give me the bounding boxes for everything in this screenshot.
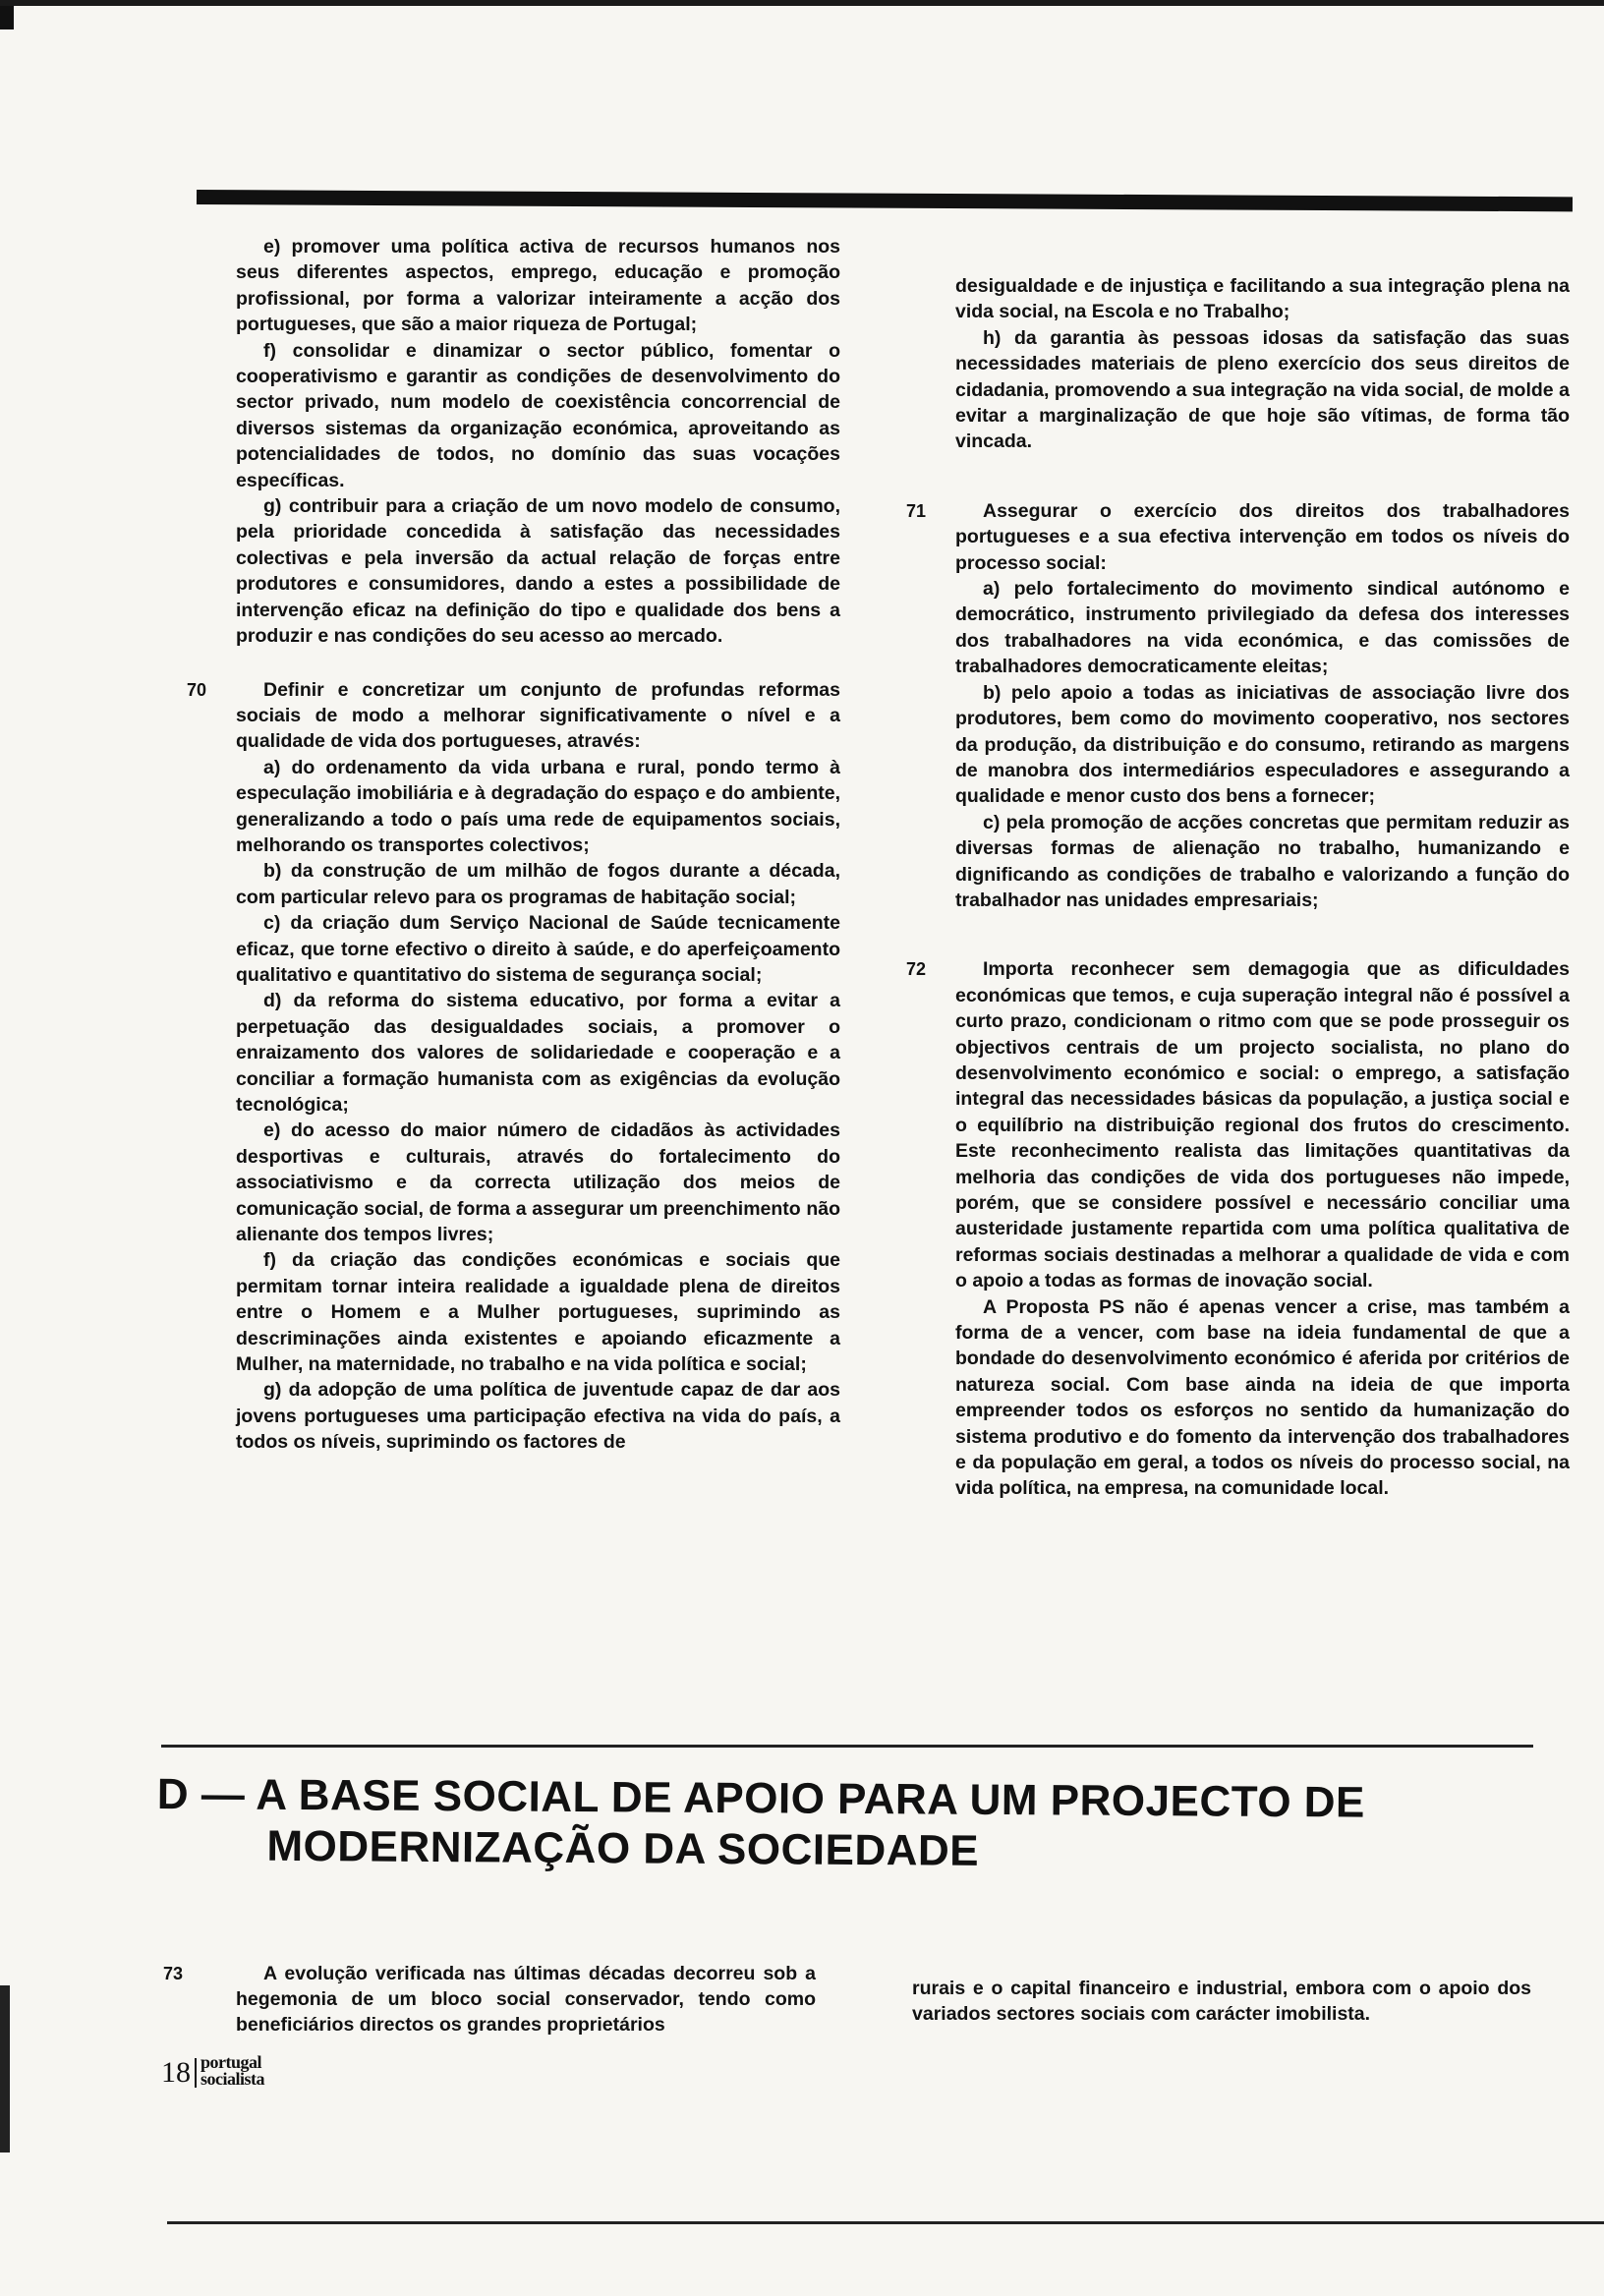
- item-70-b: b) da construção de um milhão de fogos durante a década, com particular relevo para os programas de habitação social;: [236, 860, 840, 908]
- item-71-c: c) pela promoção de acções concretas que permitam reduzir as diversas formas de alienação no trabalho, humanizando e dignificando as condições de trabalho e valorizando a função do trabalhador nas unidades empresariais;: [955, 811, 1570, 911]
- paragraph-70-intro: Definir e concretizar um conjunto de profundas reformas sociais de modo a melhorar significativamente o nível e a qualidade de vida dos portugueses, através:: [236, 678, 840, 753]
- section-heading-line-2: MODERNIZAÇÃO DA SOCIEDADE: [266, 1821, 980, 1875]
- continuation-text: desigualdade e de injustiça e facilitando a sua integração plena na vida social, na Escola e no Trabalho;: [955, 275, 1570, 323]
- paragraph-72: [906, 956, 1570, 1502]
- item-70-d: d) da reforma do sistema educativo, por forma a evitar a perpetuação das desigualdades sociais, a promover o enraizamento dos valores de solidariedade e cooperação e a conciliar a formação humanista com as exigências da evolução tecnológica;: [236, 990, 840, 1116]
- item-70-f: f) da criação das condições económicas e sociais que permitam tornar inteira realidade a igualdade plena de direitos entre o Homem e a Mulher portugueses, suprimindo as descriminações ainda existentes e apoiando eficazmente a Mulher, na maternidade, no trabalho e na vida política e social;: [236, 1249, 840, 1376]
- section-rule: [161, 1745, 1533, 1748]
- item-70-a: a) do ordenamento da vida urbana e rural, pondo termo à especulação imobiliária e à degradação do espaço e do ambiente, generalizando a todo o país uma rede de equipamentos sociais, melhorando os transportes colectivos;: [236, 756, 840, 856]
- paragraph-73-text-left: A evolução verificada nas últimas décadas decorreu sob a hegemonia de um bloco social conservador, tendo como beneficiários directos os grandes proprietários: [236, 1963, 816, 2036]
- section-heading-line-1: D — A BASE SOCIAL DE APOIO PARA UM PROJECTO DE: [156, 1770, 1366, 1827]
- section-heading: [156, 1769, 1573, 1881]
- top-rule: [197, 190, 1573, 211]
- scan-left-edge: [0, 1985, 10, 2152]
- paragraph-number: 73: [163, 1964, 184, 1983]
- paragraph-number: 70: [187, 679, 207, 700]
- page-number: 18: [161, 2058, 197, 2088]
- item-h: h) da garantia às pessoas idosas da satisfação das suas necessidades materiais de pleno exercício dos seus direitos de cidadania, promovendo a sua integração na vida social, de molde a evitar a marginalização de que hoje são vítimas, de forma tão vincada.: [955, 326, 1570, 453]
- scan-top-edge: [0, 0, 1604, 6]
- item-71-a: a) pelo fortalecimento do movimento sindical autónomo e democrático, instrumento privilegiado da defesa dos interesses dos trabalhadores na vida económica, e das comissões de trabalhadores democraticamente eleitas;: [955, 578, 1570, 678]
- paragraph-73-text-right: rurais e o capital financeiro e industrial, embora com o apoio dos variados sectores sociais com carácter imobilista.: [912, 1978, 1531, 2025]
- page-footer: [161, 2054, 264, 2088]
- paragraph-71-intro: Assegurar o exercício dos direitos dos trabalhadores portugueses e a sua efectiva intervenção em todos os níveis do processo social:: [955, 499, 1570, 574]
- bottom-rule: [167, 2221, 1604, 2224]
- paragraph-71: [906, 498, 1570, 914]
- left-column: [187, 234, 840, 1456]
- paragraph-73-right: [912, 1976, 1531, 2027]
- item-g: g) contribuir para a criação de um novo modelo de consumo, pela prioridade concedida à satisfação das necessidades colectivas e pela inversão da actual relação de forças entre produtores e consumidores, dando a estes a possibilidade de intervenção eficaz na definição do tipo e qualidade dos bens a produzir e nas condições do seu acesso ao mercado.: [236, 495, 840, 648]
- item-70-c: c) da criação dum Serviço Nacional de Saúde tecnicamente eficaz, que torne efectivo o direito à saúde, e do aperfeiçoamento qualitativo e quantitativo do sistema de segurança social;: [236, 912, 840, 986]
- item-f: f) consolidar e dinamizar o sector público, fomentar o cooperativismo e garantir as condições de desenvolvimento do sector privado, num modelo de coexistência concorrencial de diversos sistemas da organização económica, aproveitando as potencialidades de todos, no domínio das suas vocações específicas.: [236, 339, 840, 491]
- paragraph-73-left: [163, 1961, 816, 2038]
- right-column: [906, 273, 1570, 1502]
- item-e: e) promover uma política activa de recursos humanos nos seus diferentes aspectos, emprego, educação e promoção profissional, por forma a valorizar inteiramente a acção dos portugueses, que são a maior riqueza de Portugal;: [236, 236, 840, 336]
- publication-logo-line-1: portugal: [200, 2052, 262, 2072]
- paragraph-72-text-1: Importa reconhecer sem demagogia que as dificuldades económicas que temos, e cuja superação integral não é possível a curto prazo, condicionam o ritmo com que se pode prosseguir os objectivos centrais de um projecto socialista, no plano do desenvolvimento económico e social: o emprego, a satisfação integral das necessidades básicas da população, a justiça social e o equilíbrio na distribuição regional dos frutos do crescimento. Este reconhecimento realista das limitações quantitativas da melhoria das condições de vida dos portugueses não impede, porém, que se considere possível e necessário conciliar uma austeridade justamente repartida com uma política qualitativa de reformas sociais destinadas a melhorar a qualidade de vida e com o apoio a todas as formas de inovação social.: [955, 958, 1570, 1292]
- item-70-g: g) da adopção de uma política de juventude capaz de dar aos jovens portugueses uma participação efectiva na vida do país, a todos os níveis, suprimindo os factores de: [236, 1379, 840, 1454]
- item-70-e: e) do acesso do maior número de cidadãos às actividades desportivas e culturais, através do fortalecimento do associativismo e da correcta utilização dos meios de comunicação social, de forma a assegurar um preenchimento não alienante dos tempos livres;: [236, 1119, 840, 1246]
- publication-logo: [197, 2054, 264, 2088]
- publication-logo-line-2: socialista: [200, 2069, 264, 2089]
- paragraph-number: 72: [906, 959, 927, 980]
- paragraph-72-text-2: A Proposta PS não é apenas vencer a crise, mas também a forma de a vencer, com base na ideia fundamental de que a bondade do desenvolvimento económico é aferida por critérios de natureza social. Com base ainda na ideia de que importa empreender todos os esforços no sentido da humanização do sistema produtivo e do fomento da intervenção dos trabalhadores e da população em geral, a todos os níveis do processo social, na vida política, na empresa, na comunidade local.: [955, 1295, 1570, 1500]
- item-71-b: b) pelo apoio a todas as iniciativas de associação livre dos produtores, bem como do movimento cooperativo, nos sectores da produção, da distribuição e do consumo, retirando as margens de manobra dos intermediários especuladores e assegurando a qualidade e menor custo dos bens a fornecer;: [955, 681, 1570, 808]
- paragraph-number: 71: [906, 500, 927, 521]
- paragraph-70: [187, 677, 840, 1456]
